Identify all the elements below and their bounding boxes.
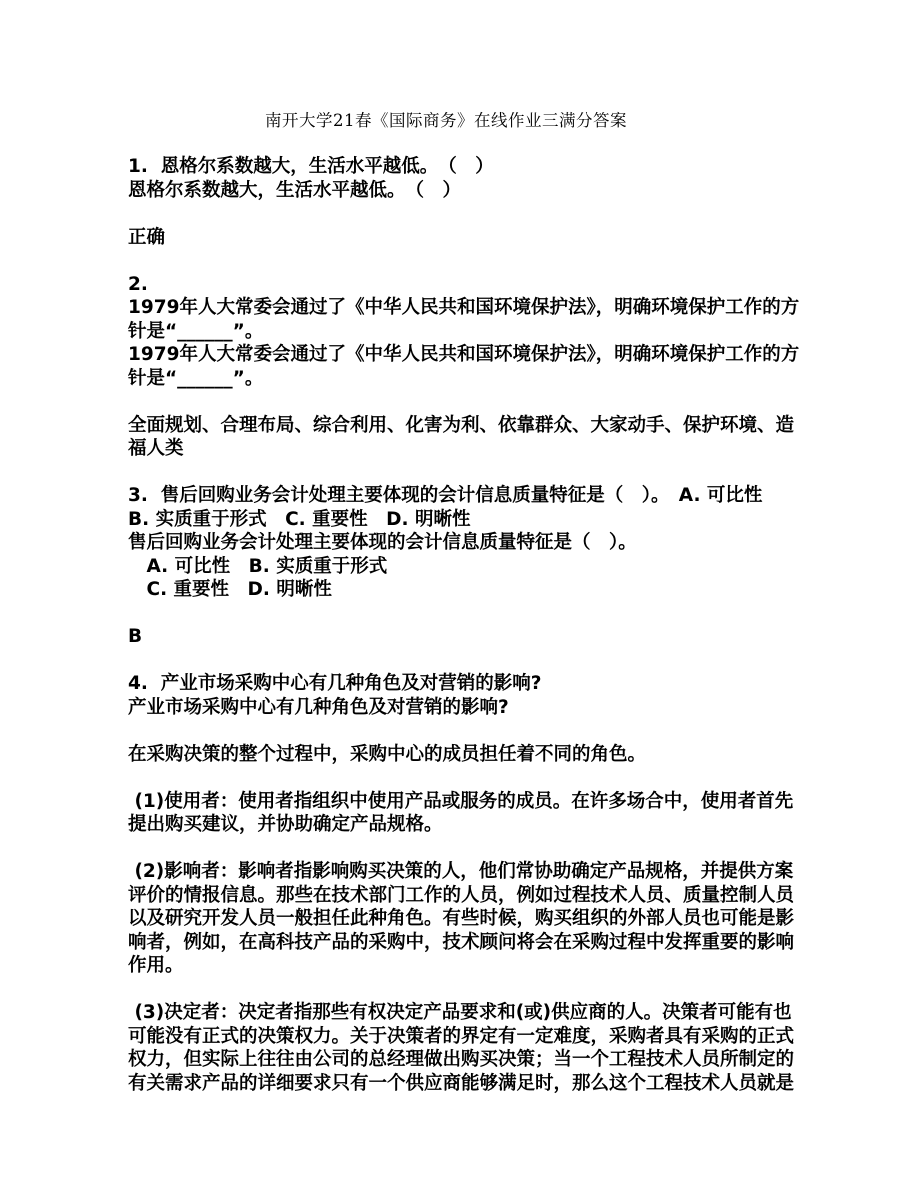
document-body	[128, 155, 800, 1095]
blank-line	[128, 978, 794, 1002]
blank-line	[128, 249, 794, 273]
question-line: B. 实质重于形式 C. 重要性 D. 明晰性	[128, 508, 471, 530]
answer-line: (2)影响者：影响者指影响购买决策的人，他们常协助确定产品规格，并提供方案	[128, 861, 794, 882]
question-line: 4. 产业市场采购中心有几种角色及对营销的影响?	[128, 673, 542, 694]
answer-line: 有关需求产品的详细要求只有一个供应商能够满足时，那么这个工程技术人员就是	[128, 1072, 795, 1094]
document-title: 南开大学21春《国际商务》在线作业三满分答案	[265, 111, 627, 130]
question-line: 产业市场采购中心有几种角色及对营销的影响?	[128, 696, 509, 718]
question-line: 2.	[128, 273, 148, 295]
blank-line	[128, 766, 794, 790]
answer-line: 评价的情报信息。那些在技术部门工作的人员，例如过程技术人员、质量控制人员	[128, 884, 795, 906]
answer-line: (3)决定者：决定者指那些有权决定产品要求和(或)供应商的人。决策者可能有也	[128, 1002, 792, 1023]
blank-line	[128, 649, 794, 673]
blank-line	[128, 461, 794, 485]
blank-line	[128, 719, 794, 743]
blank-line	[128, 602, 794, 626]
question-line: 1979年人大常委会通过了《中华人民共和国环境保护法》，明确环境保护工作的方	[128, 344, 800, 365]
answer-line: 提出购买建议，并协助确定产品规格。	[128, 814, 443, 835]
question-line: 针是“______”。	[128, 367, 264, 389]
blank-line	[128, 390, 794, 414]
blank-line	[128, 837, 794, 861]
question-line: 1979年人大常委会通过了《中华人民共和国环境保护法》，明确环境保护工作的方	[128, 297, 800, 318]
question-line: 针是“______”。	[128, 320, 264, 342]
answer-line: 福人类	[128, 438, 184, 459]
question-line: 3. 售后回购业务会计处理主要体现的会计信息质量特征是（ ）。 A. 可比性	[128, 485, 763, 506]
answer-line: 在采购决策的整个过程中，采购中心的成员担任着不同的角色。	[128, 743, 647, 765]
blank-line	[128, 202, 794, 226]
answer-line: 权力，但实际上往往由公司的总经理做出购买决策；当一个工程技术人员所制定的	[128, 1049, 795, 1070]
question-line: 恩格尔系数越大，生活水平越低。 （ ）	[128, 179, 462, 201]
answer-line: 正确	[128, 226, 166, 248]
answer-line: B	[128, 626, 143, 647]
answer-line: 以及研究开发人员一般担任此种角色。有些时候，购买组织的外部人员也可能是影	[128, 908, 795, 929]
question-line: A. 可比性 B. 实质重于形式	[128, 555, 388, 577]
answer-line: 响者，例如，在高科技产品的采购中，技术顾问将会在采购过程中发挥重要的影响	[128, 931, 795, 953]
answer-line: 全面规划、合理布局、综合利用、化害为利、依靠群众、大家动手、保护环境、造	[128, 414, 795, 436]
question-line: C. 重要性 D. 明晰性	[128, 579, 332, 600]
answer-line: (1)使用者：使用者指组织中使用产品或服务的成员。在许多场合中，使用者首先	[128, 790, 794, 812]
answer-line: 作用。	[128, 955, 184, 976]
question-line: 1. 恩格尔系数越大，生活水平越低。 （ ）	[128, 156, 494, 177]
answer-line: 可能没有正式的决策权力。关于决策者的界定有一定难度，采购者具有采购的正式	[128, 1025, 795, 1047]
question-line: 售后回购业务会计处理主要体现的会计信息质量特征是（ ）。	[128, 532, 637, 553]
